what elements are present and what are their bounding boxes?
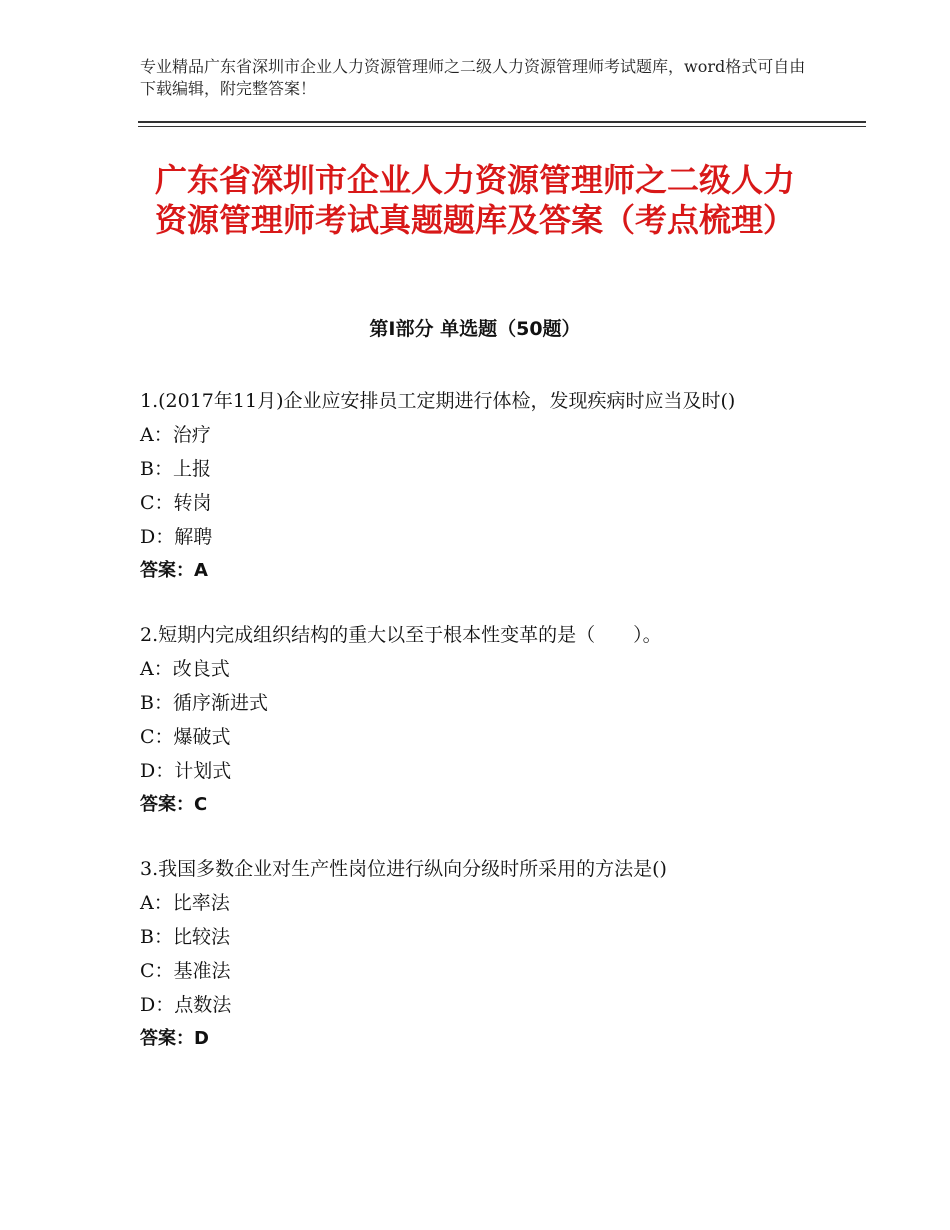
option-b: B：循序渐进式 bbox=[140, 692, 268, 714]
header-rule-thin bbox=[138, 126, 866, 127]
question-3 bbox=[140, 852, 820, 1056]
question-text: 2.短期内完成组织结构的重大以至于根本性变革的是（ ）。 bbox=[140, 624, 662, 646]
question-1 bbox=[140, 384, 820, 588]
question-text: 3.我国多数企业对生产性岗位进行纵向分级时所采用的方法是() bbox=[140, 858, 667, 880]
section-title: 第Ⅰ部分 单选题（50题） bbox=[369, 318, 581, 340]
header-note: 专业精品广东省深圳市企业人力资源管理师之二级人力资源管理师考试题库，word格式可自由下载编辑，附完整答案！ bbox=[140, 57, 806, 98]
option-d: D：解聘 bbox=[140, 526, 213, 548]
question-2 bbox=[140, 618, 820, 822]
question-list bbox=[140, 384, 820, 1086]
option-d: D：点数法 bbox=[140, 994, 232, 1016]
option-c: C：基准法 bbox=[140, 960, 231, 982]
option-c: C：转岗 bbox=[140, 492, 212, 514]
answer: 答案：C bbox=[140, 794, 208, 815]
answer: 答案：D bbox=[140, 1028, 209, 1049]
question-text: 1.(2017年11月)企业应安排员工定期进行体检，发现疾病时应当及时() bbox=[140, 390, 736, 412]
option-a: A：治疗 bbox=[140, 424, 211, 446]
option-b: B：比较法 bbox=[140, 926, 230, 948]
answer: 答案：A bbox=[140, 560, 208, 581]
option-a: A：改良式 bbox=[140, 658, 230, 680]
option-c: C：爆破式 bbox=[140, 726, 231, 748]
option-a: A：比率法 bbox=[140, 892, 230, 914]
option-b: B：上报 bbox=[140, 458, 211, 480]
header-rule-thick bbox=[138, 121, 866, 123]
document-title: 广东省深圳市企业人力资源管理师之二级人力资源管理师考试真题题库及答案（考点梳理） bbox=[154, 161, 795, 239]
option-d: D：计划式 bbox=[140, 760, 232, 782]
